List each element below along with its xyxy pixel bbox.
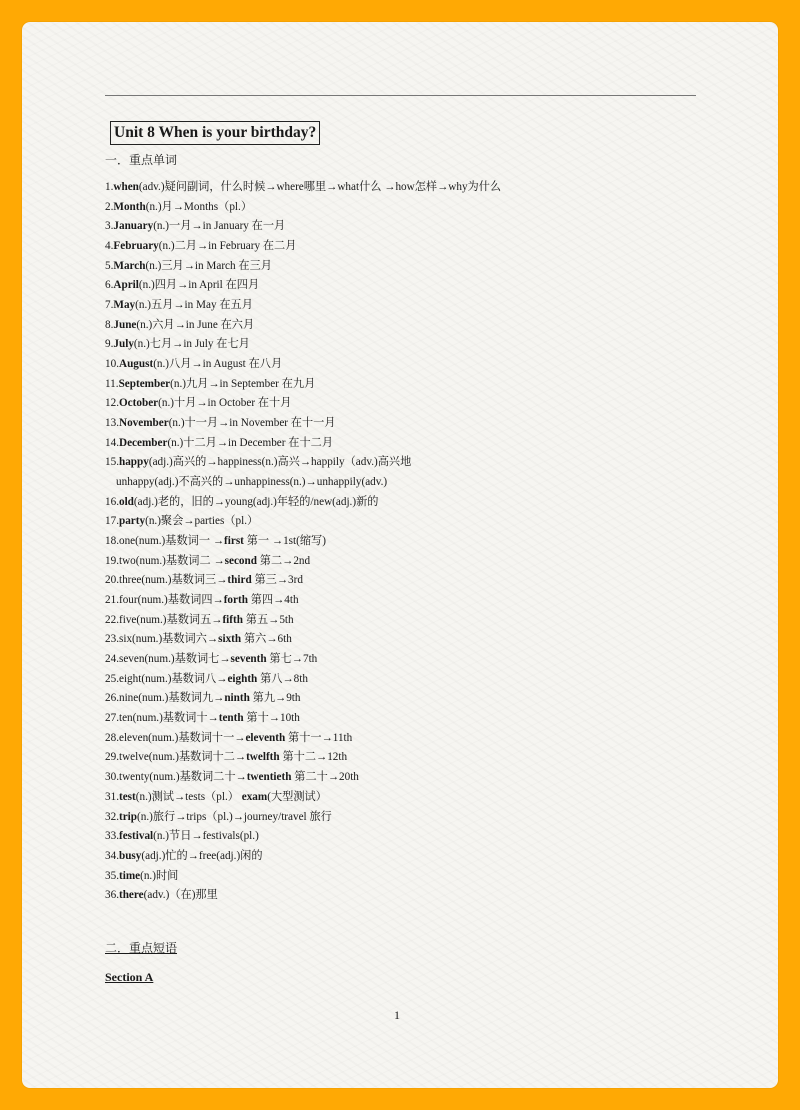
vocab-text: (n.)聚会→parties（pl.） <box>145 515 259 528</box>
vocab-text: 第十一→11th <box>285 731 353 744</box>
vocab-text: 36. <box>105 889 119 902</box>
vocab-item <box>105 788 501 808</box>
vocab-item <box>105 689 501 709</box>
vocab-text: 27.ten(num.)基数词十→ <box>105 712 219 725</box>
vocab-text: (adv.)（在)那里 <box>143 889 218 902</box>
vocab-item <box>105 886 501 906</box>
vocab-keyword: June <box>113 318 137 331</box>
vocab-text: 第六→6th <box>241 633 292 646</box>
vocab-item <box>105 532 501 552</box>
vocab-text: 26.nine(num.)基数词九→ <box>105 692 225 705</box>
vocab-keyword: festival <box>118 830 154 843</box>
vocab-keyword: September <box>118 377 171 390</box>
vocab-text: unhappy(adj.)不高兴的→unhappiness(n.)→unhappily(adv.) <box>116 476 388 489</box>
vocab-text: (n.)一月→in January 在一月 <box>153 220 286 233</box>
header-rule <box>105 95 696 96</box>
vocab-text: (n.)节日→festivals(pl.) <box>153 830 259 843</box>
vocab-text: (n.)五月→in May 在五月 <box>135 299 253 312</box>
vocab-text: (n.)十一月→in November 在十一月 <box>168 417 336 430</box>
vocab-item <box>105 375 501 395</box>
vocab-item <box>105 198 501 218</box>
vocab-text: 25.eight(num.)基数词八→ <box>105 672 228 685</box>
vocab-text: 第一 →1st(缩写) <box>243 535 326 548</box>
section-heading-key-phrases: 二．重点短语 <box>105 941 178 955</box>
vocab-text: 第九→9th <box>249 692 301 705</box>
vocab-text: 24.seven(num.)基数词七→ <box>105 653 231 666</box>
vocab-text: 14. <box>105 436 119 449</box>
vocab-text: (n.)三月→in March 在三月 <box>145 259 272 272</box>
vocab-item <box>105 827 501 847</box>
vocab-text: 第八→8th <box>257 672 308 685</box>
vocab-text: (n.)七月→in July 在七月 <box>133 338 250 351</box>
section-a-label: Section A <box>105 970 154 984</box>
vocab-text: 16. <box>105 495 119 508</box>
vocab-text: 10. <box>105 358 119 371</box>
vocab-item <box>105 748 501 768</box>
vocab-text: 2. <box>105 200 114 213</box>
vocab-keyword: busy <box>118 849 142 862</box>
vocab-item <box>105 355 501 375</box>
vocab-item <box>105 473 501 493</box>
vocab-text: 3. <box>105 220 114 233</box>
vocab-item <box>105 434 501 454</box>
vocab-text: 5. <box>105 259 114 272</box>
vocab-text: 11. <box>105 377 119 390</box>
vocab-text: 6. <box>105 279 114 292</box>
vocab-text: 8. <box>105 318 114 331</box>
vocab-text: 22.five(num.)基数词五→ <box>105 613 223 626</box>
vocab-keyword: tenth <box>218 712 244 725</box>
vocab-text: 第十二→12th <box>279 751 348 764</box>
vocab-text: (n.)月→Months（pl.） <box>145 200 253 213</box>
vocab-text: 30.twenty(num.)基数词二十→ <box>105 771 247 784</box>
vocab-item <box>105 729 501 749</box>
vocab-item <box>105 276 501 296</box>
vocab-text: 34. <box>105 849 119 862</box>
vocab-keyword: time <box>118 869 141 882</box>
vocab-item <box>105 493 501 513</box>
vocab-keyword: May <box>113 299 136 312</box>
section-heading-key-words: 一．重点单词 <box>105 153 178 167</box>
vocab-item <box>105 217 501 237</box>
vocab-keyword: ninth <box>224 692 250 705</box>
page-number: 1 <box>394 1008 400 1022</box>
vocab-text: (n.)二月→in February 在二月 <box>158 240 297 253</box>
vocab-text: (adj.)老的，旧的→young(adj.)年轻的/new(adj.)新的 <box>133 495 379 508</box>
vocab-text: 32. <box>105 810 119 823</box>
vocab-text: 18.one(num.)基数词一 → <box>105 535 225 548</box>
vocab-text: (n.)旅行→trips（pl.)→journey/travel 旅行 <box>137 810 332 823</box>
vocab-keyword: November <box>118 417 169 430</box>
vocab-text: 第四→4th <box>247 594 299 607</box>
vocab-keyword: sixth <box>218 633 242 646</box>
vocab-item <box>105 316 501 336</box>
vocab-keyword: second <box>224 554 257 567</box>
vocab-keyword: eighth <box>227 672 258 685</box>
vocab-text: (大型测试） <box>267 790 327 803</box>
vocab-text: 29.twelve(num.)基数词十二→ <box>105 751 247 764</box>
vocab-text: 9. <box>105 338 114 351</box>
vocab-item <box>105 257 501 277</box>
vocab-text: 12. <box>105 397 119 410</box>
vocab-item <box>105 611 501 631</box>
vocab-keyword: January <box>113 220 154 233</box>
vocab-text: (n.)测试→tests（pl.） <box>135 790 242 803</box>
vocab-keyword: eleventh <box>245 731 286 744</box>
vocab-keyword: fifth <box>222 613 243 626</box>
vocab-keyword: trip <box>118 810 138 823</box>
vocab-keyword: October <box>118 397 159 410</box>
vocab-text: 20.three(num.)基数词三→ <box>105 574 228 587</box>
vocab-keyword: twentieth <box>246 771 292 784</box>
vocab-item <box>105 709 501 729</box>
vocab-text: 31. <box>105 790 119 803</box>
vocab-item <box>105 414 501 434</box>
vocab-text: (n.)九月→in September 在九月 <box>170 377 316 390</box>
vocab-text: 19.two(num.)基数词二 → <box>105 554 225 567</box>
vocab-item <box>105 512 501 532</box>
vocab-item <box>105 650 501 670</box>
vocab-text: 4. <box>105 240 114 253</box>
vocab-text: 23.six(num.)基数词六→ <box>105 633 219 646</box>
vocab-keyword: August <box>118 358 154 371</box>
vocab-keyword: March <box>113 259 146 272</box>
vocab-text: 第五→5th <box>242 613 294 626</box>
vocab-keyword: there <box>118 889 144 902</box>
vocabulary-list <box>105 178 501 906</box>
vocab-text: 21.four(num.)基数词四→ <box>105 594 224 607</box>
vocab-text: 第三→3rd <box>251 574 303 587</box>
vocab-text: 33. <box>105 830 119 843</box>
vocab-item <box>105 808 501 828</box>
vocab-text: (n.)六月→in June 在六月 <box>136 318 255 331</box>
vocab-text: 35. <box>105 869 119 882</box>
vocab-text: (adv.)疑问副词，什么时候→where哪里→what什么 →how怎样→why为什么 <box>138 181 502 193</box>
vocab-keyword: first <box>224 535 244 548</box>
vocab-text: 13. <box>105 417 119 430</box>
vocab-text: 第二十→20th <box>291 771 359 784</box>
vocab-keyword: exam <box>241 790 268 803</box>
vocab-item <box>105 237 501 257</box>
vocab-item <box>105 670 501 690</box>
vocab-keyword: third <box>227 574 252 587</box>
vocab-keyword: happy <box>118 456 149 469</box>
vocab-item <box>105 335 501 355</box>
vocab-keyword: Month <box>113 200 146 213</box>
vocab-item <box>105 296 501 316</box>
vocab-item <box>105 552 501 572</box>
vocab-item <box>105 453 501 473</box>
vocab-item <box>105 847 501 867</box>
vocab-keyword: test <box>118 790 136 803</box>
vocab-keyword: February <box>113 240 159 253</box>
vocab-text: 28.eleven(num.)基数词十一→ <box>105 731 246 744</box>
vocab-text: 1. <box>105 181 114 193</box>
vocab-keyword: forth <box>223 594 248 607</box>
vocab-item <box>105 768 501 788</box>
vocab-text: (adj.)高兴的→happiness(n.)高兴→happily（adv.)高兴地 <box>148 456 412 469</box>
vocab-keyword: twelfth <box>246 751 280 764</box>
vocab-text: 第十→10th <box>243 712 300 725</box>
vocab-text: (n.)十月→in October 在十月 <box>158 397 292 410</box>
vocab-text: (n.)时间 <box>140 869 179 882</box>
vocab-item <box>105 178 501 198</box>
vocab-text: (adj.)忙的→free(adj.)闲的 <box>141 849 263 862</box>
vocab-text: (n.)十二月→in December 在十二月 <box>167 436 334 449</box>
vocab-text: 第七→7th <box>266 653 318 666</box>
vocab-item <box>105 571 501 591</box>
vocab-text: 7. <box>105 299 114 312</box>
vocab-keyword: December <box>118 436 168 449</box>
vocab-keyword: party <box>118 515 146 528</box>
vocab-keyword: old <box>118 495 134 508</box>
unit-title: Unit 8 When is your birthday? <box>110 121 320 145</box>
vocab-text: (n.)四月→in April 在四月 <box>138 279 260 292</box>
vocab-item <box>105 867 501 887</box>
vocab-text: 15. <box>105 456 119 469</box>
vocab-keyword: April <box>113 279 139 292</box>
vocab-keyword: when <box>113 181 139 193</box>
vocab-item <box>105 630 501 650</box>
vocab-text: 17. <box>105 515 119 528</box>
vocab-text: (n.)八月→in August 在八月 <box>153 358 283 371</box>
vocab-keyword: July <box>113 338 134 351</box>
vocab-item <box>105 394 501 414</box>
vocab-keyword: seventh <box>230 653 267 666</box>
vocab-text: 第二→2nd <box>256 554 311 567</box>
vocab-item <box>105 591 501 611</box>
